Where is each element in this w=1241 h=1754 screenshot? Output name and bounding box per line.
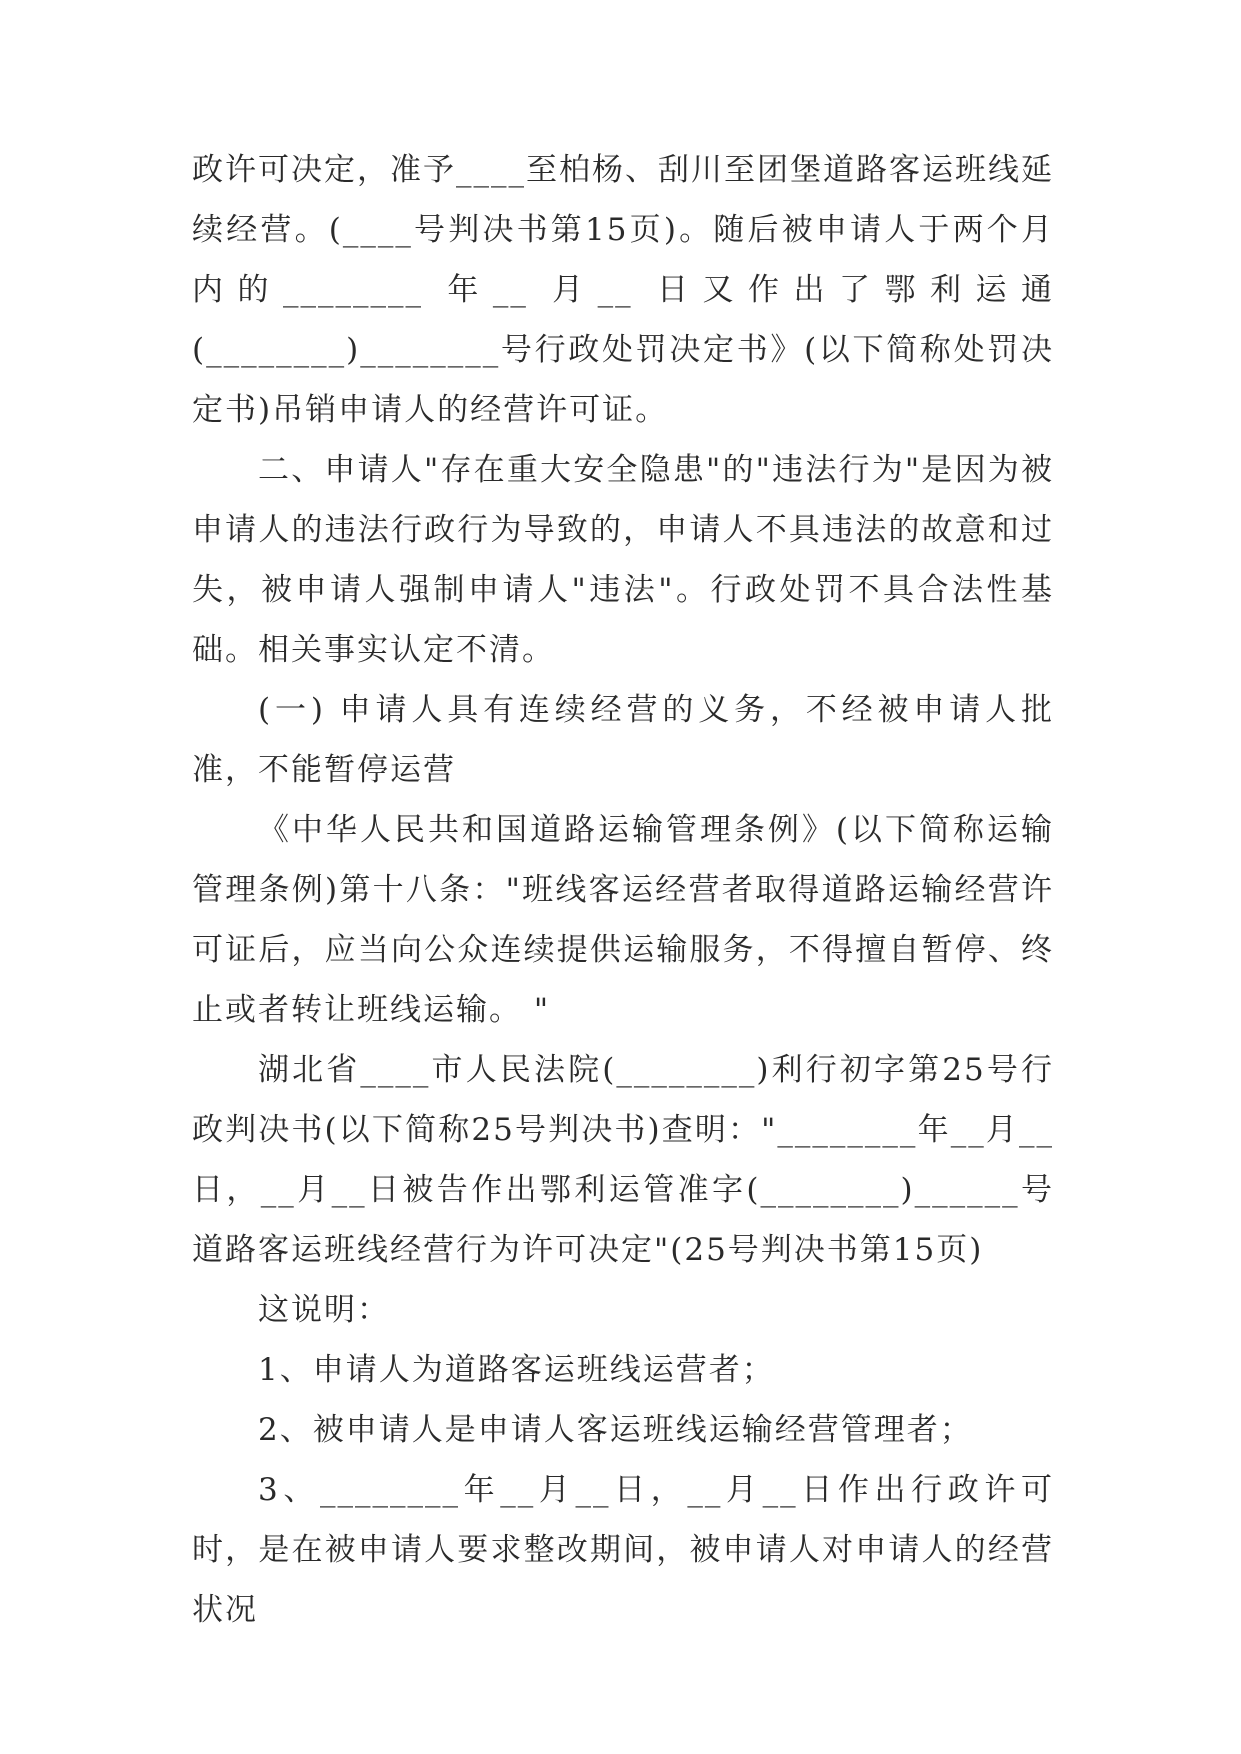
paragraph-2: 二、申请人"存在重大安全隐患"的"违法行为"是因为被申请人的违法行政行为导致的，申请人不具违法的故意和过失，被申请人强制申请人"违法"。行政处罚不具合法性基础。相关事实认定不清。 (192, 452, 1054, 668)
paragraph-5: 湖北省____市人民法院(________)利行初字第25号行政判决书(以下简称25号判决书)查明："________年__月__日，__月__日被告作出鄂利运管准字(________)______号道路客运班线经营行为许可决定"(25号判决书第15页) (192, 1052, 1054, 1268)
paragraph-3: (一) 申请人具有连续经营的义务，不经被申请人批准，不能暂停运营 (192, 692, 1054, 788)
paragraph-6: 这说明： (258, 1292, 390, 1328)
paragraph-7: 1、申请人为道路客运班线运营者； (258, 1352, 775, 1388)
document-page (192, 140, 1054, 1640)
paragraph-8: 2、被申请人是申请人客运班线运输经营管理者； (258, 1412, 973, 1448)
paragraph-9: 3、________年__月__日，__月__日作出行政许可时，是在被申请人要求整改期间，被申请人对申请人的经营状况 (192, 1472, 1054, 1628)
paragraph-1: 政许可决定，准予____至柏杨、刮川至团堡道路客运班线延续经营。(____号判决书第15页)。随后被申请人于两个月内的________ 年__ 月__ 日又作出了鄂利运通(________)________号行政处罚决定书》(以下简称处罚决定书)吊销申请人的经营许可证。 (192, 152, 1054, 428)
paragraph-4: 《中华人民共和国道路运输管理条例》(以下简称运输管理条例)第十八条："班线客运经营者取得道路运输经营许可证后，应当向公众连续提供运输服务，不得擅自暂停、终止或者转让班线运输。 " (192, 812, 1054, 1028)
